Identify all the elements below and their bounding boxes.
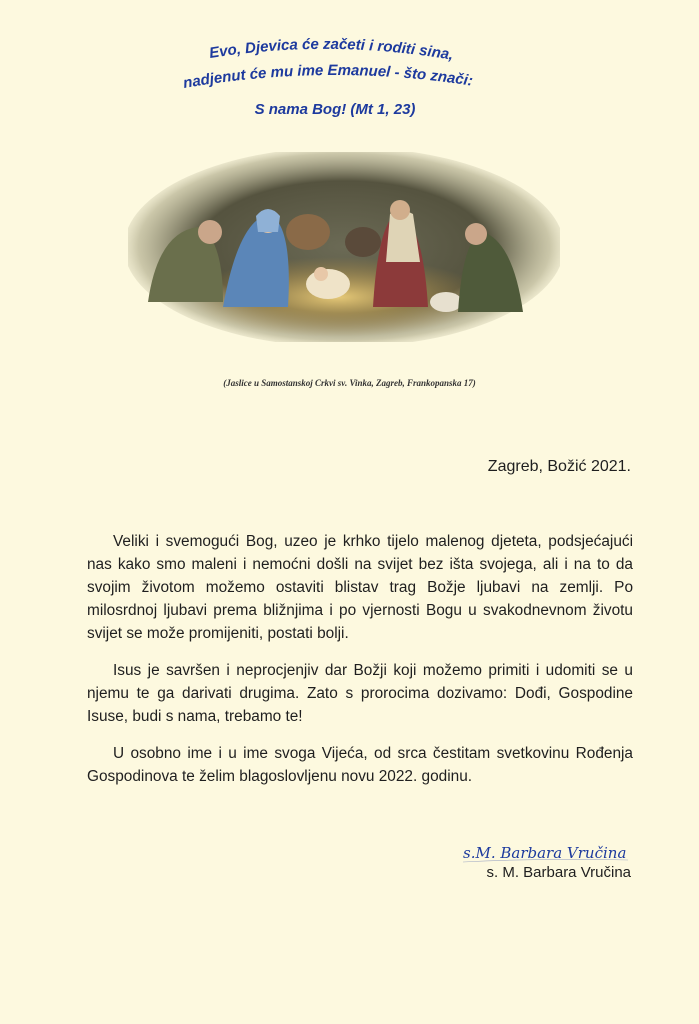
quote-line-1: Evo, Djevica će začeti i roditi sina, bbox=[208, 35, 455, 64]
letter-date: Zagreb, Božić 2021. bbox=[487, 458, 631, 475]
scripture-quote bbox=[170, 30, 500, 125]
signer-name: s. M. Barbara Vručina bbox=[486, 864, 631, 881]
paragraph: Isus je savršen i neprocjenjiv dar Božji koji možemo primiti i udomiti se u njemu te ga darivati drugima. Zato s prorocima dozivamo: Dođi, Gospodine Isuse, budi s nama, trebamo te! bbox=[87, 662, 633, 725]
paragraph: U osobno ime i u ime svoga Vijeća, od srca čestitam svetkovinu Rođenja Gospodinova te želim blagoslovljenu novu 2022. godinu. bbox=[87, 745, 633, 785]
letter-body bbox=[87, 530, 633, 802]
image-caption: (Jaslice u Samostanskoj Crkvi sv. Vinka, Zagreb, Frankopanska 17) bbox=[223, 378, 476, 388]
handwritten-signature bbox=[463, 840, 633, 866]
paragraph: Veliki i svemogući Bog, uzeo je krhko tijelo malenog djeteta, podsjećajući nas kako smo maleni i nemoćni došli na svijet bez išta svojega, ali i na to da svojim životom možemo ostaviti blistav trag Božje ljubavi na zemlji. Po milosrdnoj ljubavi prema bližnjima i po vjernosti Bogu u svakodnevnom životu svijet se može promijeniti, postati bolji. bbox=[87, 533, 633, 642]
signature-text: s.M. Barbara Vručina bbox=[463, 844, 627, 862]
nativity-scene-image bbox=[128, 152, 560, 342]
quote-line-3: S nama Bog! (Mt 1, 23) bbox=[254, 101, 416, 118]
quote-line-2: nadjenut će mu ime Emanuel - što znači: bbox=[181, 61, 475, 92]
